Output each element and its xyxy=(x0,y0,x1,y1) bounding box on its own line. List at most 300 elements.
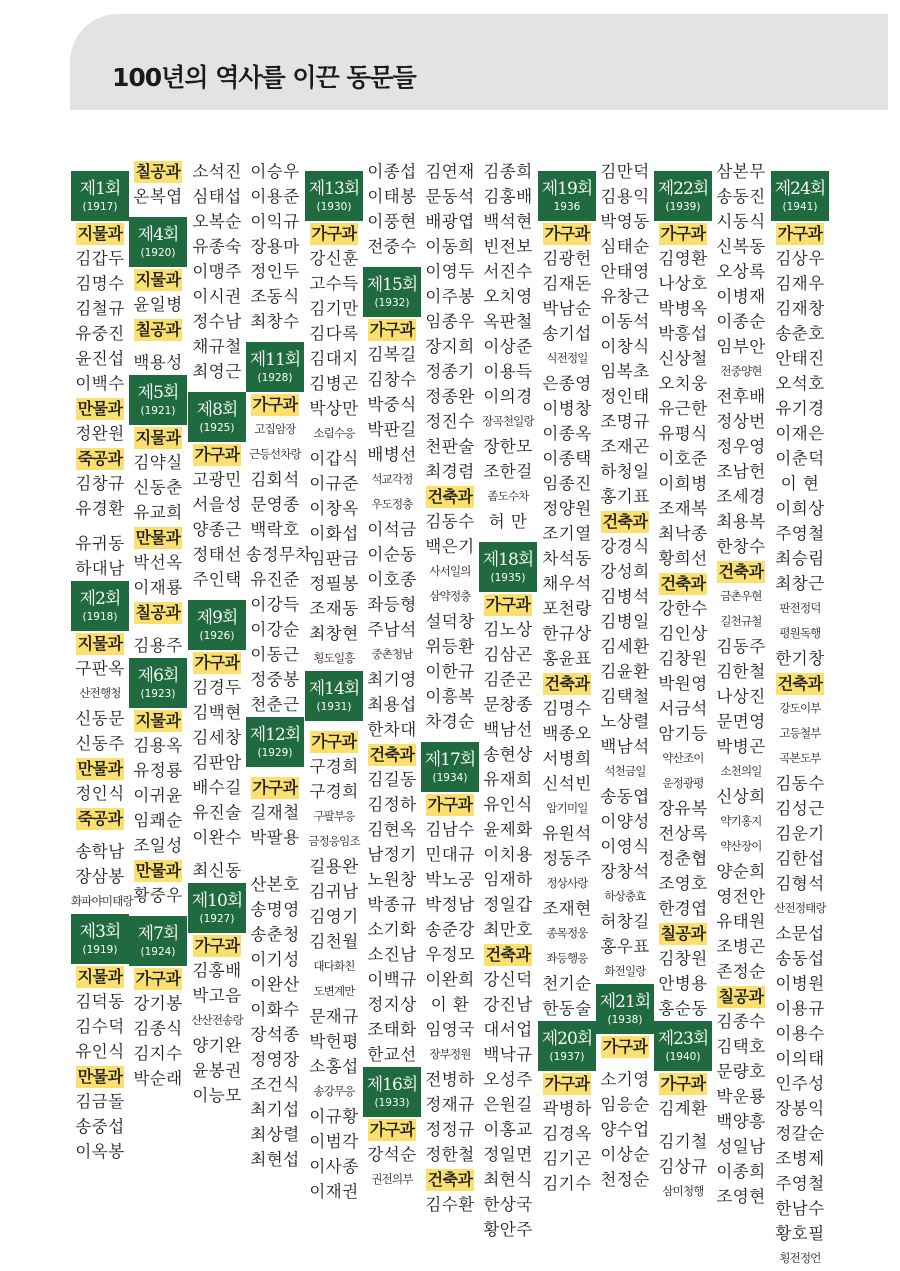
alumni-name: 좌등행응 xyxy=(546,951,588,965)
alumni-name: 이창옥 xyxy=(309,499,359,518)
department-label xyxy=(596,509,654,534)
department-label xyxy=(654,221,712,246)
alumni-name: 약산장이 xyxy=(720,839,762,853)
class-year: (1928) xyxy=(257,372,293,384)
alumni-name: 김성근 xyxy=(775,799,825,818)
department-text: 지물과 xyxy=(135,269,181,289)
alumni-name: 김창원 xyxy=(658,649,708,668)
alumni-name: 윤일병 xyxy=(133,295,183,314)
department-label xyxy=(71,446,129,471)
department-label xyxy=(771,671,829,696)
class-number: 제17회 xyxy=(424,750,476,770)
alumni-name: 허 만 xyxy=(488,512,528,531)
alumni-name: 조명규 xyxy=(600,412,650,431)
class-badge xyxy=(771,171,829,221)
department-label xyxy=(654,1071,712,1096)
alumni-name: 이풍현 xyxy=(367,212,417,231)
alumni-name: 이완산 xyxy=(250,975,300,994)
alumni-name: 이재룡 xyxy=(133,578,183,597)
alumni-name: 조한걸 xyxy=(483,462,533,481)
class-number: 제6회 xyxy=(137,666,179,686)
alumni-name: 최현섭 xyxy=(250,1150,300,1169)
class-badge xyxy=(363,1067,421,1117)
alumni-name: 황호필 xyxy=(775,1224,825,1243)
department-text: 가구과 xyxy=(369,1119,415,1139)
class-year: (1921) xyxy=(140,405,176,417)
alumni-name: 김운기 xyxy=(775,824,825,843)
alumni-name: 운정광평 xyxy=(662,776,704,790)
alumni-name: 김경옥 xyxy=(542,1124,592,1143)
department-label xyxy=(363,742,421,767)
alumni-name: 김동주 xyxy=(716,637,766,656)
alumni-name: 평원독행 xyxy=(779,626,821,640)
alumni-name: 판전정덕 xyxy=(779,601,821,615)
department-label xyxy=(71,221,129,246)
alumni-name: 김영환 xyxy=(658,249,708,268)
alumni-name: 양수업 xyxy=(600,1120,650,1139)
alumni-name: 이상순 xyxy=(600,1145,650,1164)
class-number: 제13회 xyxy=(308,179,360,199)
alumni-name: 이호준 xyxy=(658,449,708,468)
alumni-name: 이영두 xyxy=(425,262,475,281)
class-number: 제22회 xyxy=(657,179,709,199)
alumni-name: 이주봉 xyxy=(425,287,475,306)
alumni-name: 김종수 xyxy=(716,1012,766,1031)
alumni-name: 빈전보 xyxy=(483,237,533,256)
class-badge xyxy=(363,267,421,317)
department-label xyxy=(421,792,479,817)
department-label xyxy=(129,159,187,184)
alumni-name: 이용준 xyxy=(250,187,300,206)
alumni-name: 대다화친 xyxy=(313,959,355,973)
alumni-name: 김회석 xyxy=(250,470,300,489)
alumni-name: 이재권 xyxy=(309,1182,359,1201)
alumni-column xyxy=(71,0,133,1161)
department-label xyxy=(421,484,479,509)
alumni-name: 주영철 xyxy=(775,1174,825,1193)
alumni-name: 백남석 xyxy=(600,737,650,756)
alumni-name: 이종택 xyxy=(542,449,592,468)
alumni-name: 주영철 xyxy=(775,524,825,543)
alumni-name: 소홍섭 xyxy=(309,1057,359,1076)
class-badge xyxy=(188,392,246,442)
alumni-name: 이희상 xyxy=(775,499,825,518)
alumni-name: 송학남 xyxy=(75,842,125,861)
alumni-name: 장창석 xyxy=(600,862,650,881)
alumni-name: 이화수 xyxy=(250,1000,300,1019)
alumni-name: 이치용 xyxy=(483,845,533,864)
alumni-name: 대서업 xyxy=(483,1020,533,1039)
class-year: 1936 xyxy=(553,201,581,213)
alumni-name: 정인두 xyxy=(250,262,300,281)
alumni-name: 서금석 xyxy=(658,699,708,718)
alumni-name: 신복동 xyxy=(716,237,766,256)
alumni-name: 암기등 xyxy=(658,724,708,743)
alumni-name: 최신동 xyxy=(192,861,242,880)
department-label xyxy=(538,671,596,696)
alumni-name: 사서일의 xyxy=(429,564,471,578)
department-text: 지물과 xyxy=(77,633,123,653)
alumni-column xyxy=(654,0,712,1198)
alumni-name: 김용익 xyxy=(600,187,650,206)
alumni-name: 구판옥 xyxy=(75,659,125,678)
alumni-name: 조기열 xyxy=(542,524,592,543)
alumni-name: 금정응임조 xyxy=(308,834,360,848)
alumni-name: 김삼곤 xyxy=(483,645,533,664)
alumni-name: 조재동 xyxy=(309,599,359,618)
alumni-name: 남정기 xyxy=(367,845,417,864)
alumni-name: 정상사랑 xyxy=(546,876,588,890)
alumni-name: 유진술 xyxy=(192,803,242,822)
alumni-name: 이종희 xyxy=(716,1162,766,1181)
alumni-name: 윤진섭 xyxy=(75,349,125,368)
department-label xyxy=(71,806,129,831)
department-text: 칠공과 xyxy=(135,602,181,622)
alumni-name: 임종우 xyxy=(425,312,475,331)
alumni-name: 강기봉 xyxy=(133,994,183,1013)
alumni-name: 이강순 xyxy=(250,620,300,639)
alumni-name: 한교선 xyxy=(367,1045,417,1064)
alumni-name: 이상준 xyxy=(483,337,533,356)
alumni-name: 김용주 xyxy=(133,636,183,655)
alumni-name: 김한섭 xyxy=(775,849,825,868)
alumni-name: 이맹주 xyxy=(192,262,242,281)
alumni-name: 김창규 xyxy=(75,474,125,493)
alumni-name: 김기만 xyxy=(309,299,359,318)
alumni-name: 하상충효 xyxy=(604,889,646,903)
alumni-name: 김갑두 xyxy=(75,249,125,268)
alumni-name: 최만호 xyxy=(483,920,533,939)
alumni-name: 정종기 xyxy=(425,362,475,381)
department-label xyxy=(479,592,537,617)
department-label xyxy=(246,775,304,800)
alumni-name: 이완희 xyxy=(425,970,475,989)
alumni-name: 유중진 xyxy=(75,324,125,343)
class-badge xyxy=(129,658,187,708)
alumni-name: 김택호 xyxy=(716,1037,766,1056)
class-badge xyxy=(129,217,187,267)
alumni-name: 박종규 xyxy=(367,895,417,914)
alumni-name: 오복순 xyxy=(192,212,242,231)
alumni-name: 김창원 xyxy=(658,949,708,968)
alumni-column xyxy=(771,0,829,1265)
department-text: 가구과 xyxy=(311,731,357,751)
alumni-name: 이완수 xyxy=(192,828,242,847)
alumni-name: 박정남 xyxy=(425,895,475,914)
alumni-name: 박중식 xyxy=(367,395,417,414)
alumni-name: 이태봉 xyxy=(367,187,417,206)
department-label xyxy=(129,708,187,733)
class-badge xyxy=(305,171,363,221)
class-number: 제11회 xyxy=(249,350,301,370)
alumni-name: 임복초 xyxy=(600,362,650,381)
department-text: 만물과 xyxy=(77,398,123,418)
alumni-name: 정종완 xyxy=(425,387,475,406)
alumni-name: 임쾌순 xyxy=(133,811,183,830)
alumni-name: 백남선 xyxy=(483,720,533,739)
class-badge xyxy=(654,1021,712,1071)
alumni-name: 산전행청 xyxy=(79,686,121,700)
alumni-name: 박순래 xyxy=(133,1069,183,1088)
alumni-name: 조병제 xyxy=(775,1149,825,1168)
class-year: (1937) xyxy=(549,1051,585,1063)
alumni-name: 문영종 xyxy=(250,495,300,514)
class-year: (1929) xyxy=(257,747,293,759)
alumni-name: 심태순 xyxy=(600,237,650,256)
alumni-name: 정태선 xyxy=(192,545,242,564)
department-text: 건축과 xyxy=(602,511,648,531)
class-number: 제1회 xyxy=(79,179,121,199)
alumni-name: 배광엽 xyxy=(425,212,475,231)
alumni-name: 유정룡 xyxy=(133,761,183,780)
alumni-name: 김복길 xyxy=(367,345,417,364)
alumni-name: 나상호 xyxy=(658,274,708,293)
class-year: (1919) xyxy=(82,944,118,956)
alumni-name: 산본호 xyxy=(250,875,300,894)
department-label xyxy=(538,1071,596,1096)
alumni-name: 권전의부 xyxy=(371,1172,413,1186)
alumni-name: 조태화 xyxy=(367,1020,417,1039)
alumni-name: 김윤환 xyxy=(600,662,650,681)
alumni-name: 김상우 xyxy=(775,249,825,268)
department-label xyxy=(188,933,246,958)
department-text: 죽공과 xyxy=(77,448,123,468)
alumni-name: 옥판철 xyxy=(483,312,533,331)
alumni-name: 조남헌 xyxy=(716,462,766,481)
alumni-name: 장석종 xyxy=(250,1025,300,1044)
alumni-name: 김홍배 xyxy=(192,961,242,980)
class-year: (1934) xyxy=(432,772,468,784)
alumni-name: 배수길 xyxy=(192,778,242,797)
alumni-name: 김병곤 xyxy=(309,374,359,393)
alumni-name: 정한철 xyxy=(425,1145,475,1164)
alumni-name: 이종섭 xyxy=(367,162,417,181)
alumni-column xyxy=(421,0,479,1214)
alumni-name: 김용옥 xyxy=(133,736,183,755)
alumni-name: 황안주 xyxy=(483,1220,533,1239)
alumni-name: 하청일 xyxy=(600,462,650,481)
alumni-name: 장지희 xyxy=(425,337,475,356)
class-year: (1917) xyxy=(82,201,118,213)
class-year: (1930) xyxy=(316,201,352,213)
alumni-name: 이영식 xyxy=(600,837,650,856)
alumni-name: 조병곤 xyxy=(716,937,766,956)
alumni-name: 이범각 xyxy=(309,1132,359,1151)
alumni-name: 이병재 xyxy=(716,287,766,306)
alumni-name: 이종옥 xyxy=(542,424,592,443)
alumni-name: 장유복 xyxy=(658,799,708,818)
alumni-name: 백락호 xyxy=(250,520,300,539)
class-year: (1923) xyxy=(140,688,176,700)
alumni-name: 임영국 xyxy=(425,1020,475,1039)
alumni-name: 전중양현 xyxy=(720,364,762,378)
alumni-name: 고수득 xyxy=(309,274,359,293)
department-text: 가구과 xyxy=(135,968,181,988)
department-label xyxy=(596,1034,654,1059)
department-label xyxy=(305,221,363,246)
alumni-name: 화전일랑 xyxy=(604,964,646,978)
alumni-name: 정정규 xyxy=(425,1120,475,1139)
department-text: 가구과 xyxy=(485,594,531,614)
alumni-name: 이춘덕 xyxy=(775,449,825,468)
alumni-name: 황희선 xyxy=(658,549,708,568)
alumni-name: 유태원 xyxy=(716,912,766,931)
alumni-name: 정완원 xyxy=(75,424,125,443)
alumni-name: 신상희 xyxy=(716,787,766,806)
alumni-name: 최창수 xyxy=(250,312,300,331)
class-year: (1935) xyxy=(490,572,526,584)
alumni-name: 노상렬 xyxy=(600,712,650,731)
alumni-name: 이동근 xyxy=(250,645,300,664)
alumni-name: 이의경 xyxy=(483,387,533,406)
alumni-name: 정영장 xyxy=(250,1050,300,1069)
alumni-name: 삼미청행 xyxy=(662,1184,704,1198)
alumni-name: 김세환 xyxy=(600,637,650,656)
alumni-name: 김노상 xyxy=(483,620,533,639)
class-year: (1941) xyxy=(782,201,818,213)
alumni-name: 김정하 xyxy=(367,795,417,814)
alumni-name: 조세경 xyxy=(716,487,766,506)
alumni-name: 이귀윤 xyxy=(133,786,183,805)
alumni-name: 소천의일 xyxy=(720,764,762,778)
class-number: 제18회 xyxy=(482,550,534,570)
class-badge xyxy=(421,742,479,792)
department-label xyxy=(129,525,187,550)
alumni-name: 유근한 xyxy=(658,399,708,418)
alumni-name: 이희병 xyxy=(658,474,708,493)
alumni-column xyxy=(246,0,312,1169)
alumni-name: 허창길 xyxy=(600,912,650,931)
class-number: 제3회 xyxy=(79,922,121,942)
alumni-name: 김지수 xyxy=(133,1044,183,1063)
alumni-name: 정수남 xyxy=(192,312,242,331)
alumni-name: 김귀남 xyxy=(309,882,359,901)
class-badge xyxy=(246,342,304,392)
class-badge xyxy=(596,984,654,1034)
alumni-name: 이사종 xyxy=(309,1157,359,1176)
department-text: 가구과 xyxy=(369,319,415,339)
class-number: 제24회 xyxy=(774,179,826,199)
alumni-name: 유교희 xyxy=(133,503,183,522)
alumni-name: 이능모 xyxy=(192,1086,242,1105)
alumni-name: 임재하 xyxy=(483,870,533,889)
class-year: (1927) xyxy=(199,913,235,925)
department-text: 칠공과 xyxy=(135,319,181,339)
department-text: 만물과 xyxy=(77,1066,123,1086)
alumni-name: 백석현 xyxy=(483,212,533,231)
alumni-name: 하대남 xyxy=(75,559,125,578)
class-badge xyxy=(479,542,537,592)
alumni-name: 김금돌 xyxy=(75,1092,125,1111)
alumni-name: 유귀동 xyxy=(75,534,125,553)
alumni-name: 유인식 xyxy=(483,795,533,814)
alumni-name: 유기경 xyxy=(775,399,825,418)
department-text: 가구과 xyxy=(252,777,298,797)
alumni-name: 소석진 xyxy=(192,162,242,181)
alumni-name: 이기성 xyxy=(250,950,300,969)
alumni-name: 임부안 xyxy=(716,337,766,356)
alumni-name: 김홍배 xyxy=(483,187,533,206)
class-year: (1938) xyxy=(607,1014,643,1026)
alumni-name: 주남석 xyxy=(367,620,417,639)
alumni-name: 이의태 xyxy=(775,1049,825,1068)
department-text: 가구과 xyxy=(427,794,473,814)
department-label xyxy=(71,964,129,989)
alumni-name: 송강무응 xyxy=(313,1084,355,1098)
alumni-name: 산산전송랑 xyxy=(191,1013,243,1027)
class-badge xyxy=(246,717,304,767)
alumni-name: 송동진 xyxy=(716,187,766,206)
alumni-name: 오치웅 xyxy=(658,374,708,393)
alumni-name: 안태진 xyxy=(775,349,825,368)
alumni-name: 설덕창 xyxy=(425,612,475,631)
alumni-name: 김현옥 xyxy=(367,820,417,839)
alumni-name: 종목정웅 xyxy=(546,926,588,940)
alumni-name: 오성주 xyxy=(483,1070,533,1089)
class-number: 제19회 xyxy=(541,179,593,199)
class-badge xyxy=(71,914,129,964)
alumni-name: 천춘근 xyxy=(250,695,300,714)
alumni-name: 삼본무 xyxy=(716,162,766,181)
alumni-name: 김택철 xyxy=(600,687,650,706)
alumni-name: 암기미일 xyxy=(546,801,588,815)
alumni-name: 김철규 xyxy=(75,299,125,318)
alumni-name: 길용완 xyxy=(309,857,359,876)
alumni-name: 김창수 xyxy=(367,370,417,389)
alumni-name: 이양성 xyxy=(600,812,650,831)
alumni-name: 정중봉 xyxy=(250,670,300,689)
alumni-name: 강진남 xyxy=(483,995,533,1014)
alumni-name: 좀도수차 xyxy=(487,489,529,503)
alumni-name: 이규황 xyxy=(309,1107,359,1126)
alumni-name: 김백현 xyxy=(192,703,242,722)
alumni-name: 한기창 xyxy=(775,649,825,668)
class-number: 제8회 xyxy=(196,400,238,420)
alumni-name: 이 환 xyxy=(430,995,470,1014)
alumni-name: 양기완 xyxy=(192,1036,242,1055)
alumni-name: 한창수 xyxy=(716,537,766,556)
department-text: 가구과 xyxy=(660,1073,706,1093)
alumni-name: 강성희 xyxy=(600,562,650,581)
alumni-name: 우도정충 xyxy=(371,497,413,511)
alumni-name: 화파야미태랑 xyxy=(71,894,133,908)
alumni-name: 김남수 xyxy=(425,820,475,839)
alumni-name: 전상록 xyxy=(658,824,708,843)
alumni-name: 전중수 xyxy=(367,237,417,256)
alumni-name: 시동식 xyxy=(716,212,766,231)
department-text: 건축과 xyxy=(718,561,764,581)
class-badge xyxy=(71,581,129,631)
alumni-name: 유평식 xyxy=(658,424,708,443)
department-label xyxy=(479,942,537,967)
department-text: 가구과 xyxy=(311,223,357,243)
alumni-name: 박운룡 xyxy=(716,1087,766,1106)
alumni-name: 정지상 xyxy=(367,995,417,1014)
class-year: (1940) xyxy=(665,1051,701,1063)
alumni-name: 최영근 xyxy=(192,362,242,381)
alumni-name: 송정무차 xyxy=(246,545,312,564)
alumni-name: 최기섭 xyxy=(250,1100,300,1119)
alumni-name: 정일갑 xyxy=(483,895,533,914)
class-number: 제12회 xyxy=(249,725,301,745)
alumni-name: 이병창 xyxy=(542,399,592,418)
alumni-name: 최창근 xyxy=(775,574,825,593)
department-label xyxy=(712,559,770,584)
alumni-name: 이동희 xyxy=(425,237,475,256)
class-badge xyxy=(129,375,187,425)
alumni-column xyxy=(305,0,363,1201)
alumni-name: 홍기표 xyxy=(600,487,650,506)
